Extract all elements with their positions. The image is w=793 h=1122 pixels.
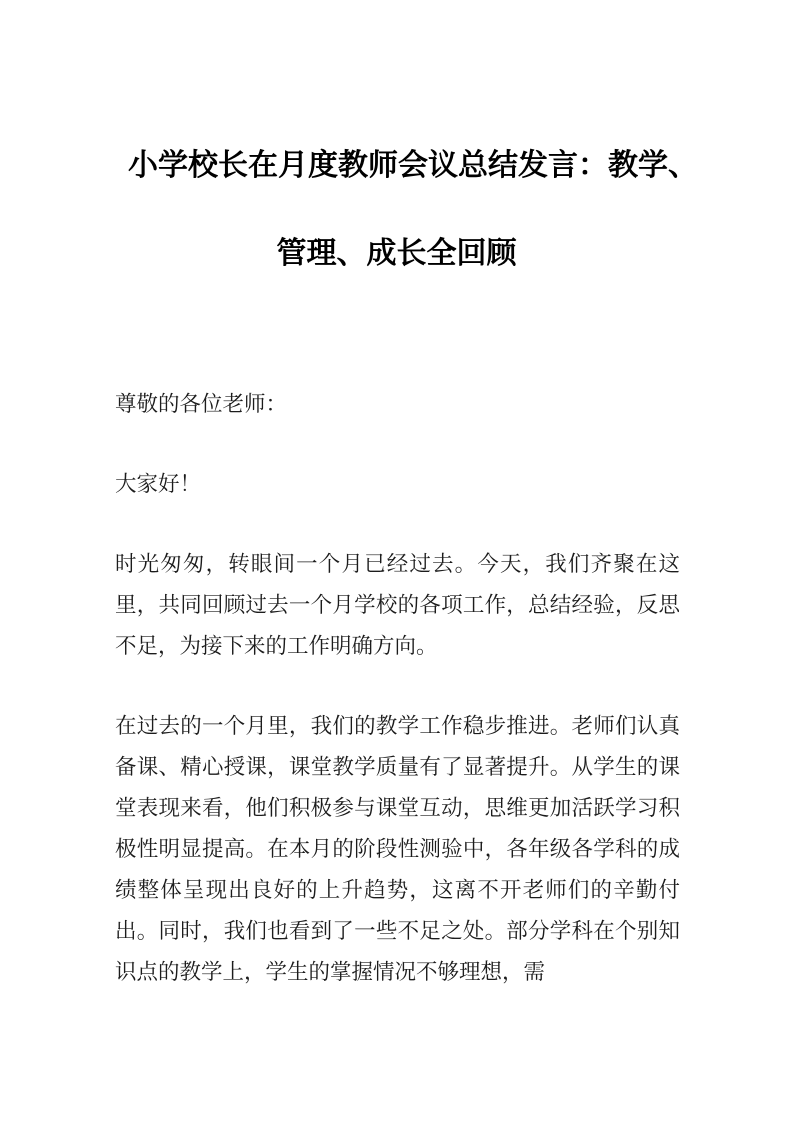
body-paragraph-2: 在过去的一个月里，我们的教学工作稳步推进。老师们认真备课、精心授课，课堂教学质量有了显著提升。从学生的课堂表现来看，他们积极参与课堂互动，思维更加活跃学习积极性明显提高。在本月的阶段性测验中，各年级各学科的成绩整体呈现出良好的上升趋势，这离不开老师们的辛勤付出。同时，我们也看到了一些不足之处。部分学科在个别知识点的教学上，学生的掌握情况不够理想，需	[115, 714, 680, 984]
page-title-line-1: 小学校长在月度教师会议总结发言：教学、	[128, 149, 698, 182]
salutation-paragraph: 尊敬的各位老师：	[115, 392, 288, 416]
greeting-paragraph: 大家好！	[115, 472, 202, 496]
body-paragraph-1: 时光匆匆，转眼间一个月已经过去。今天，我们齐聚在这里，共同回顾过去一个月学校的各项工作，总结经验，反思不足，为接下来的工作明确方向。	[115, 552, 680, 658]
document-body	[115, 384, 680, 993]
page-title	[115, 122, 698, 298]
page-title-line-2: 管理、成长全回顾	[276, 237, 517, 270]
